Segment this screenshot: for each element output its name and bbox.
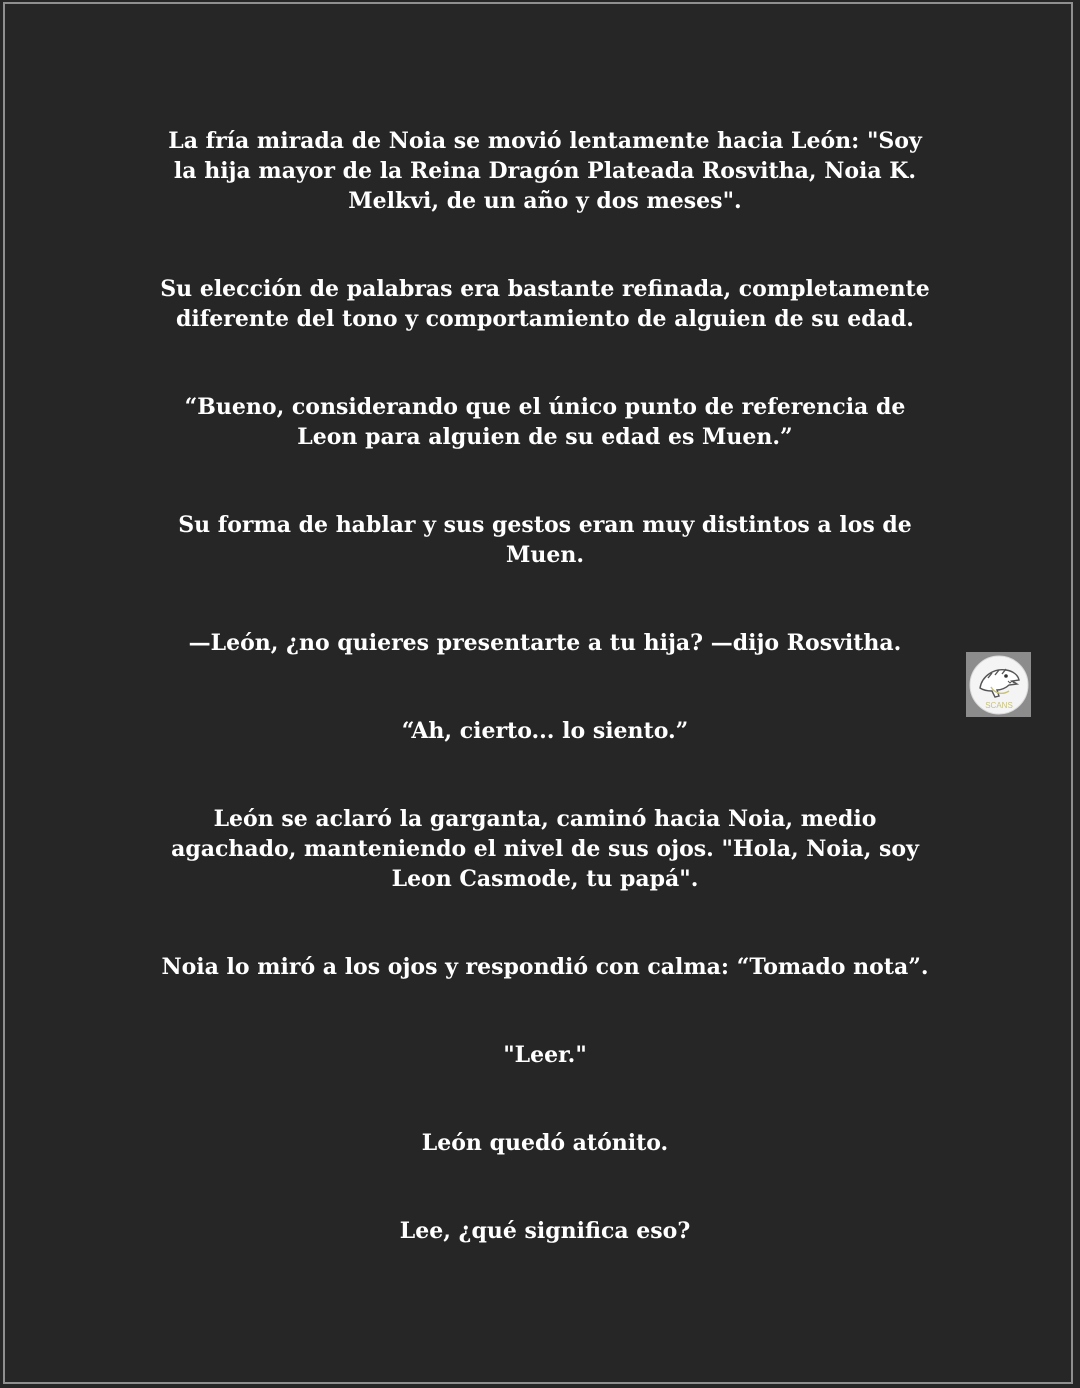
paragraph-7: León se aclaró la garganta, caminó hacia Noia, medio agachado, manteniendo el nivel de sus ojos. "Hola, Noia, soy Leon Casmode, tu papá".	[171, 806, 919, 892]
paragraph-1: La fría mirada de Noia se movió lentamente hacia León: "Soy la hija mayor de la Reina Dragón Plateada Rosvitha, Noia K. Melkvi, de un año y dos meses".	[168, 128, 922, 214]
paragraph-10: León quedó atónito.	[421, 1130, 669, 1156]
scan-group-logo	[966, 652, 1031, 717]
paragraph-3: “Bueno, considerando que el único punto de referencia de Leon para alguien de su edad es Muen.”	[184, 394, 906, 450]
paragraph-8: Noia lo miró a los ojos y respondió con calma: “Tomado nota”.	[161, 954, 929, 980]
paragraph-9: "Leer."	[503, 1042, 587, 1068]
paragraph-2: Su elección de palabras era bastante refinada, completamente diferente del tono y comportamiento de alguien de su edad.	[160, 276, 930, 332]
logo-text: SCANS	[984, 700, 1013, 710]
page-frame	[3, 2, 1073, 1384]
paragraph-11: Lee, ¿qué significa eso?	[399, 1218, 691, 1244]
dinosaur-logo-icon	[968, 654, 1030, 716]
paragraph-4: Su forma de hablar y sus gestos eran muy distintos a los de Muen.	[178, 512, 912, 568]
paragraph-5: —León, ¿no quieres presentarte a tu hija? —dijo Rosvitha.	[188, 630, 902, 656]
paragraph-6: “Ah, cierto... lo siento.”	[401, 718, 689, 744]
